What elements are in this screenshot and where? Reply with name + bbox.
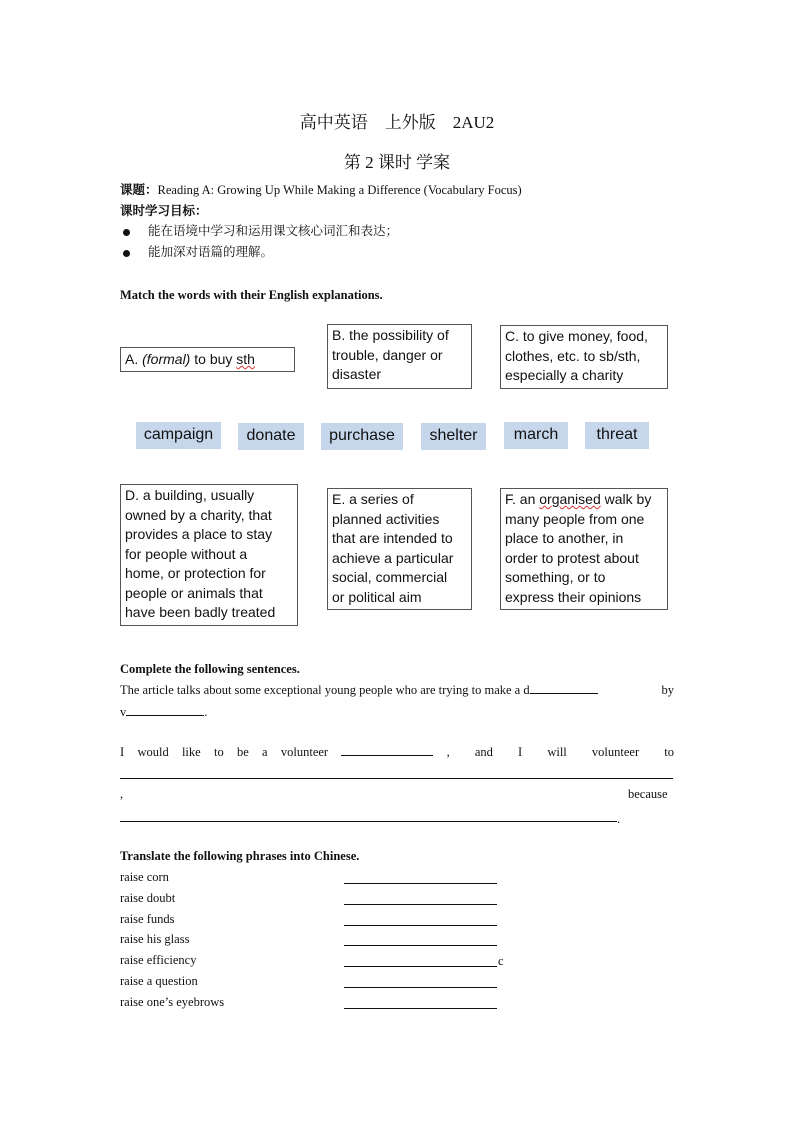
comma: , (120, 787, 124, 801)
translation-blank[interactable] (344, 987, 497, 988)
phrase-item: raise one’s eyebrows (120, 995, 225, 1009)
answer-line[interactable] (120, 821, 617, 822)
topic-value: Reading A: Growing Up While Making a Difference (Vocabulary Focus) (157, 183, 522, 197)
period: . (617, 812, 621, 826)
definition-e: E. a series of planned activities that are intended to achieve a particular social, commercial or political aim (327, 488, 472, 610)
translation-blank[interactable] (344, 1008, 497, 1009)
word-shelter: shelter (421, 423, 486, 450)
word-march: march (504, 422, 568, 449)
goals-label: 课时学习目标： (120, 204, 208, 218)
translation-blank[interactable] (344, 925, 497, 926)
phrase-item: raise doubt (120, 891, 176, 905)
definition-a: A. (formal) to buy sth (120, 347, 295, 372)
because-word: because (628, 787, 668, 801)
sentence-1-line-1: The article talks about some exceptional young people who are trying to make a d by (120, 683, 674, 697)
stray-mark: c (498, 954, 504, 968)
goal-text: 能在语境中学习和运用课文核心词汇和表达； (148, 224, 399, 238)
phrase-item: raise funds (120, 912, 175, 926)
page-subtitle: 第 2 课时 学案 (343, 153, 451, 172)
goal-text: 能加深对语篇的理解。 (148, 245, 274, 259)
word-threat: threat (585, 422, 649, 449)
goal-item (123, 223, 398, 239)
page-title: 高中英语 上外版 2AU2 (299, 113, 495, 132)
definition-b: B. the possibility of trouble, danger or disaster (327, 324, 472, 389)
translation-blank[interactable] (344, 966, 497, 967)
translate-instruction: Translate the following phrases into Chinese. (120, 849, 360, 863)
blank-v[interactable] (126, 715, 204, 716)
phrase-item: raise corn (120, 870, 169, 884)
phrase-item: raise his glass (120, 932, 190, 946)
word-donate: donate (238, 423, 304, 450)
phrase-item: raise a question (120, 974, 198, 988)
lesson-topic (120, 182, 522, 198)
answer-line[interactable] (120, 778, 673, 779)
bullet-icon (123, 229, 130, 236)
matching-instruction: Match the words with their English explanations. (120, 288, 383, 302)
translation-blank[interactable] (344, 945, 497, 946)
blank-volunteer[interactable] (341, 755, 433, 756)
topic-label: 课题： (120, 183, 158, 197)
goal-item (123, 244, 273, 260)
translation-blank[interactable] (344, 904, 497, 905)
translation-blank[interactable] (344, 883, 497, 884)
word-purchase: purchase (321, 423, 403, 450)
complete-instruction: Complete the following sentences. (120, 662, 300, 676)
definition-f: F. an organised walk by many people from one place to another, in order to protest about something, or to express their opinions (500, 488, 668, 610)
definition-d: D. a building, usually owned by a charity, that provides a place to stay for people without a home, or protection for people or animals that have been badly treated (120, 484, 298, 626)
bullet-icon (123, 250, 130, 257)
phrase-item: raise efficiency (120, 953, 197, 967)
blank-d[interactable] (530, 693, 598, 694)
sentence-1-line-2: v . (120, 705, 208, 719)
word-campaign: campaign (136, 422, 221, 449)
definition-c: C. to give money, food, clothes, etc. to sb/sth, especially a charity (500, 325, 668, 389)
sentence-2-line-1: I would like to be a volunteer , and I will volunteer to (120, 745, 674, 759)
